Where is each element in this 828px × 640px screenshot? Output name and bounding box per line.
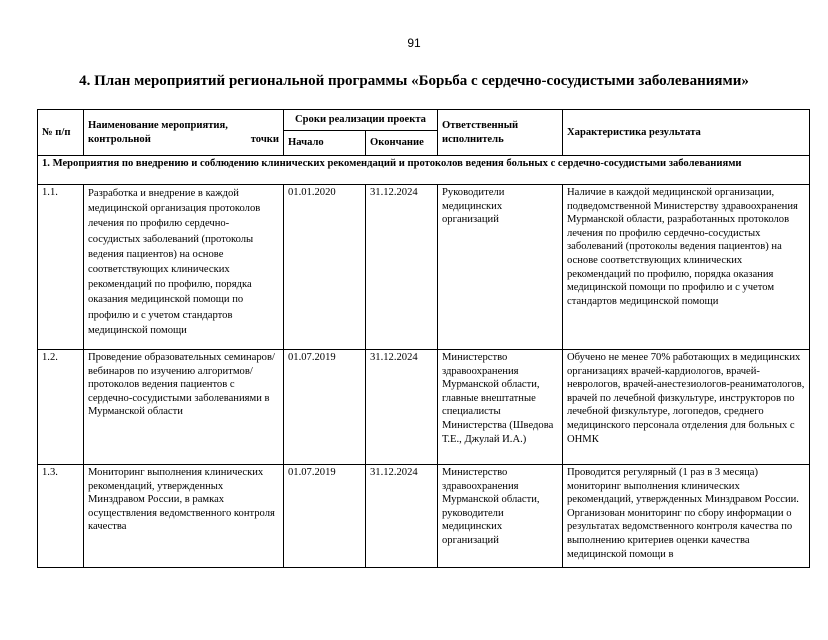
row-result-paragraph: Организован мониторинг по сбору информации о результатах ведомственного контроля качества по выполнению критериев оценки качества медицинской помощи в (567, 507, 793, 560)
row-name: Разработка и внедрение в каждой медицинской организация протоколов лечения по профилю сердечно-сосудистых заболеваний (протоколы ведения пациентов) на основе соответствующих клинических рекомендаций по профилю, порядка оказания медицинской помощи по профилю и с учетом стандартов медицинской помощи (84, 185, 284, 350)
header-start: Начало (284, 131, 366, 156)
row-start: 01.07.2019 (284, 350, 366, 465)
header-end: Окончание (366, 131, 438, 156)
group-title: 1. Мероприятия по внедрению и соблюдению клинических рекомендаций и протоколов ведения больных с сердечно-сосудистыми заболеваниями (38, 156, 810, 185)
header-result: Характеристика результата (563, 110, 810, 156)
table-row (38, 185, 810, 350)
row-result: Обучено не менее 70% работающих в медицинских организациях врачей-кардиологов, врачей-неврологов, врачей-анестезиологов-реаниматологов, врачей по лечебной физкультуре, инструкторов по лечебной физкультуре, логопедов, среднего медицинского персонала отделения для больных с ОНМК (563, 350, 810, 465)
row-result-paragraph: Проводится регулярный (1 раз в 3 месяца) мониторинг выполнения клинических рекомендаций, утвержденных Минздравом России. (567, 467, 799, 506)
table-row (38, 465, 810, 568)
section-title: 4. План мероприятий региональной программы «Борьба с сердечно-сосудистыми заболеваниями» (79, 73, 749, 89)
header-name: Наименование мероприятия, контрольной точки (84, 110, 284, 156)
row-result (563, 465, 810, 568)
row-name: Мониторинг выполнения клинических рекомендаций, утвержденных Минздравом России, в рамках осуществления ведомственного контроля качества (84, 465, 284, 568)
row-name: Проведение образовательных семинаров/вебинаров по изучению алгоритмов/ протоколов ведения пациентов с сердечно-сосудистыми заболеваниями в Мурманской области (84, 350, 284, 465)
row-start: 01.01.2020 (284, 185, 366, 350)
row-end: 31.12.2024 (366, 185, 438, 350)
header-responsible: Ответственный исполнитель (438, 110, 563, 156)
row-responsible: Руководители медицинских организаций (438, 185, 563, 350)
row-num: 1.2. (38, 350, 84, 465)
table-row (38, 350, 810, 465)
row-result: Наличие в каждой медицинской организации, подведомственной Министерству здравоохранения Мурманской области, разработанных протоколов лечения по профилю сердечно-сосудистых заболеваний (протоколы ведения пациентов) на основе соответствующих клинических рекомендаций по профилю, порядка оказания медицинской помощи по профилю и с учетом стандартов медицинской помощи (563, 185, 810, 350)
row-responsible: Министерство здравоохранения Мурманской области, руководители медицинских организаций (438, 465, 563, 568)
row-responsible: Министерство здравоохранения Мурманской области, главные внештатные специалисты Министерства (Шведова Т.Е., Джулай И.А.) (438, 350, 563, 465)
header-period: Сроки реализации проекта (284, 110, 438, 131)
table-header-row (38, 110, 810, 131)
row-end: 31.12.2024 (366, 465, 438, 568)
group-row (38, 156, 810, 185)
page-number: 91 (407, 36, 421, 50)
plan-table (37, 109, 810, 568)
header-num: № п/п (38, 110, 84, 156)
row-num: 1.3. (38, 465, 84, 568)
row-num: 1.1. (38, 185, 84, 350)
row-start: 01.07.2019 (284, 465, 366, 568)
row-end: 31.12.2024 (366, 350, 438, 465)
